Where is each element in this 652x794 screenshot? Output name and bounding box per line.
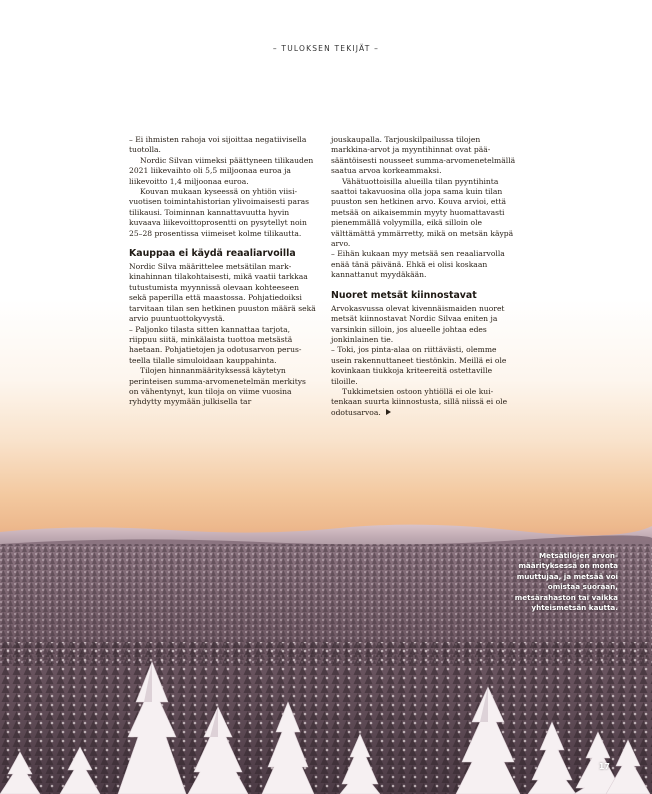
paragraph: Nordic Silvan viimeksi päättyneen tilikauden 2021 liikevaihto oli 5,5 miljoonaa euroa ja liikevoitto 1,4 miljoonaa euroa. xyxy=(129,155,314,186)
end-mark-icon xyxy=(386,409,391,415)
article-column-right xyxy=(331,135,518,418)
paragraph-last-text: Tukkimetsien ostoon yhtiöllä ei ole kuitenkaan suurta kiinnostusta, sillä niissä ei ole odotusarvoa. xyxy=(331,386,508,417)
subheading: Kauppaa ei käydä reaaliarvoilla xyxy=(129,248,296,260)
paragraph: – Ei ihmisten rahoja voi sijoittaa negatiivisella tuotolla. xyxy=(129,135,307,155)
paragraph: – Toki, jos pinta-alaa on riittävästi, olemme usein rakennuttaneet tiestönkin. Meillä ei ole kovinkaan tiukkoja kriteereitä ostettaville tiloille. xyxy=(331,345,507,386)
paragraph: Nordic Silva määrittelee metsätilan markkinahinnan tilakohtaisesti, mikä vaatii tarkkaa tutustumista myynnissä olevaan kohteeseen sekä paperilla että maastossa. Pohjatiedoiksi tarvitaan tilan sen hetkinen puuston määrä sekä arvio puuntuottokyvystä. xyxy=(129,262,316,324)
paragraph: – Paljonko tilasta sitten kannattaa tarjota, riippuu siitä, minkälaista tuottoa metsästä haetaan. Pohjatietojen ja odotusarvon perusteella tilalle simuloidaan kauppahinta. xyxy=(129,324,302,365)
subheading: Nuoret metsät kiinnostavat xyxy=(331,289,477,301)
paragraph: Kouvan mukaan kyseessä on yhtiön viisivuotisen toimintahistorian ylivoimaisesti paras tilikausi. Toiminnan kannattavuutta hyvin kuvaava liikevoittoprosentti on pysytellyt noin 25–28 prosentissa viimeiset kolme tilikautta. xyxy=(129,187,310,238)
paragraph: – Eihän kukaan myy metsää sen reaaliarvolla enää tänä päivänä. Ehkä ei olisi koskaan kannattanut myydäkään. xyxy=(331,249,505,280)
paragraph-last xyxy=(331,387,518,418)
paragraph: Vähätuottoisilla alueilla tilan pyyntihinta saattoi takavuosina olla jopa sama kuin tilan puuston sen hetkinen arvo. Kouva arvioi, että metsää on aikaisemmin myyty huomattavasti pienemmällä volyymilla, eikä silloin ole välttämättä ymmärretty, mikä on metsän käypä arvo. xyxy=(331,176,514,249)
paragraph: jouskaupalla. Tarjouskilpailussa tilojen markkina-arvot ja myyntihinnat ovat pääsääntöisesti nousseet summa-arvomenetelmällä saatua arvoa korkeammaksi. xyxy=(331,135,516,176)
article-column-left xyxy=(129,135,316,408)
paragraph: Arvokasvussa olevat kivennäismaiden nuoret metsät kiinnostavat Nordic Silvaa eniten ja varsinkin silloin, jos alueelle johtaa edes jonkinlainen tie. xyxy=(331,303,505,344)
section-header: – TULOKSEN TEKIJÄT – xyxy=(272,44,380,53)
page-number: 17 xyxy=(598,762,610,771)
paragraph: Tilojen hinnanmäärityksessä käytetyn perinteisen summa-arvomenetelmän merkitys on vähentynyt, kun tiloja on viime vuosina ryhdytty myymään julkisella tar xyxy=(129,366,306,407)
photo-caption: Metsätilojen arvonmäärityksessä on monta muuttujaa, ja metsää voi omistaa suoraan, metsärahaston tai vaikka yhteismetsän kautta. xyxy=(514,551,618,613)
